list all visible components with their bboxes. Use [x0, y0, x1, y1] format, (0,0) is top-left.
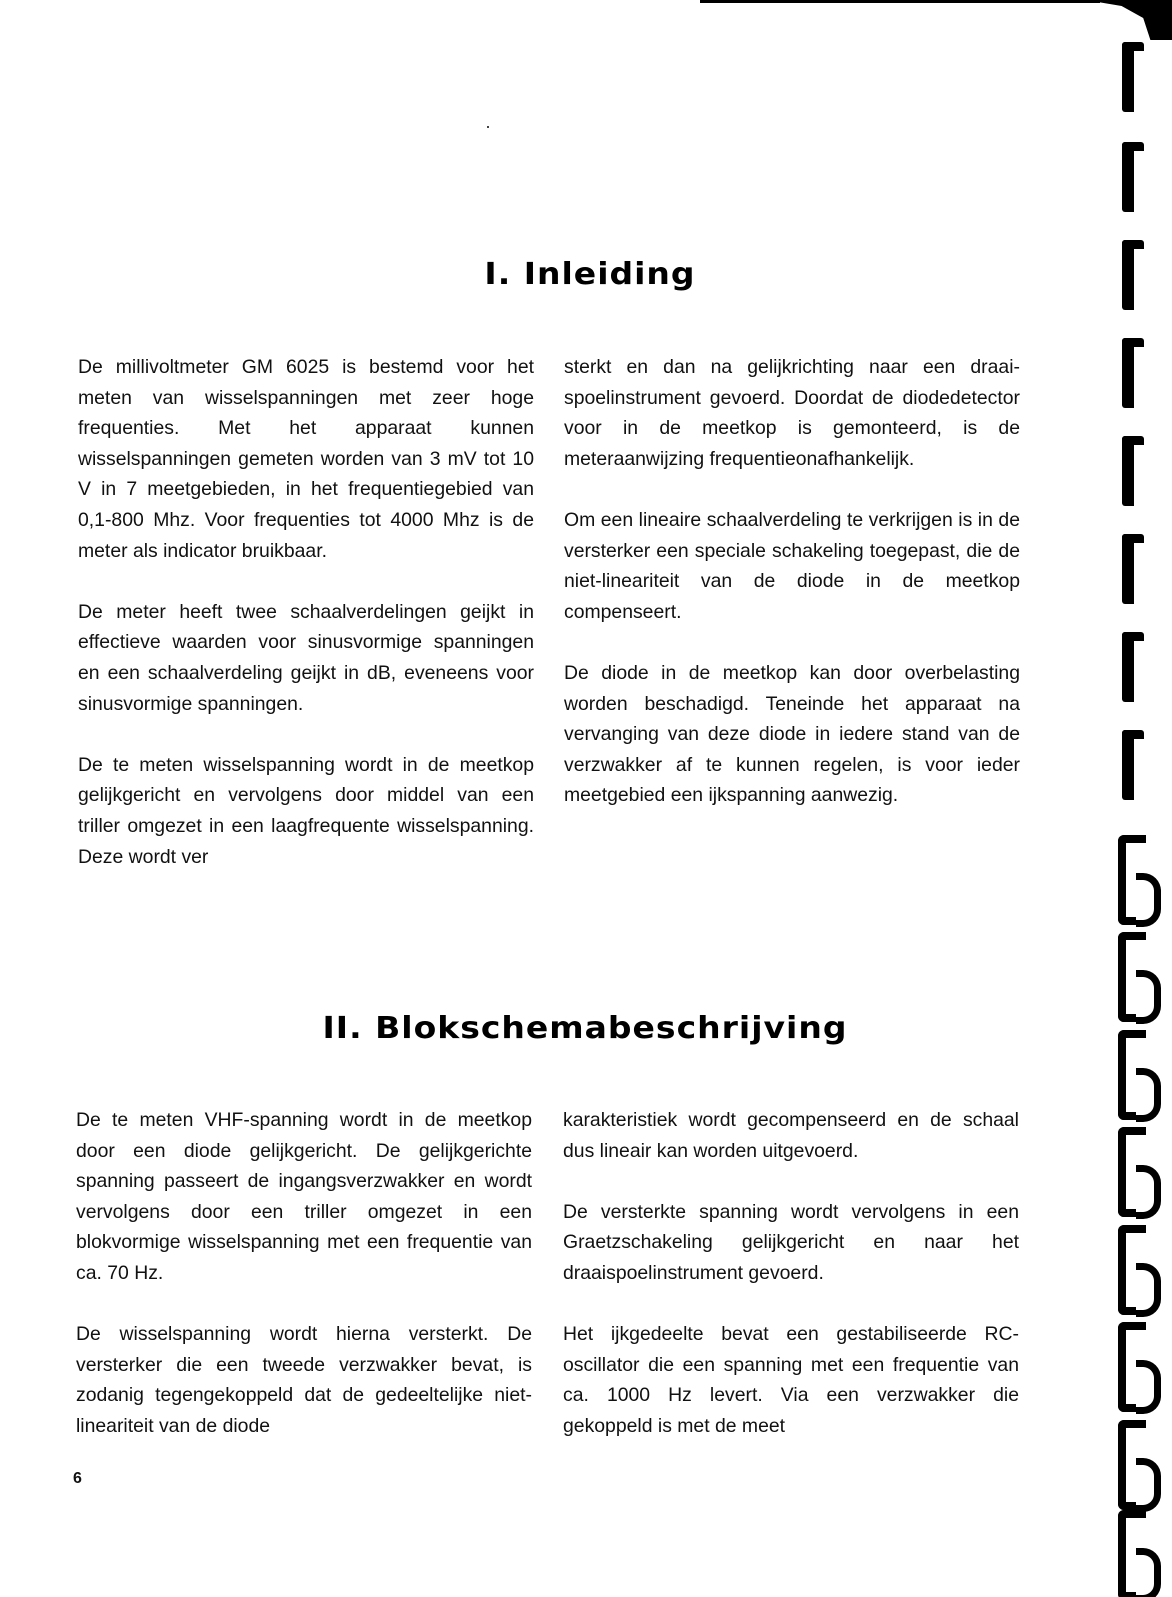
scan-speck [487, 126, 489, 128]
paragraph: sterkt en dan na gelijkrichting naar een draaispoelinstrument gevoerd. Doordat de diodedetector voor in de meetkop is gemonteerd, is de meteraanwijzing frequentieonafhankelijk. [564, 356, 1020, 470]
paragraph: De wisselspanning wordt hierna versterkt. De versterker die een tweede verzwakker bevat, is zodanig tegengekoppeld dat de gedeeltelijke niet-lineariteit van de diode [76, 1323, 532, 1437]
binding-ring-icon [1122, 42, 1134, 112]
binding-ring-icon [1122, 632, 1134, 702]
binding-ring-icon [1122, 436, 1134, 506]
binding-coil-icon [1118, 1225, 1146, 1315]
spiral-binding-edge [1122, 0, 1172, 1597]
paragraph: Om een lineaire schaalverdeling te verkrijgen is in de versterker een speciale schakeling toegepast, die de niet-lineariteit van de diode in de meetkop compenseert. [564, 508, 1020, 623]
paragraph: De te meten VHF-spanning wordt in de meetkop door een diode gelijkgericht. De gelijkgerichte spanning passeert de ingangsverzwakker en wordt vervolgens door een triller omgezet in een blokvormige wisselspanning met een frequentie van ca. 70 Hz. [76, 1109, 532, 1284]
binding-coil-icon [1118, 1420, 1146, 1510]
section-1-left-column [78, 352, 534, 872]
binding-coil-icon [1118, 1127, 1146, 1217]
binding-ring-icon [1122, 240, 1134, 310]
paragraph: De te meten wisselspanning wordt in de meetkop gelijkgericht en vervolgens door middel van een triller omgezet in een laagfrequente wisselspanning. Deze wordt ver [78, 753, 534, 868]
section-heading-inleiding: I. Inleiding [484, 255, 696, 292]
binding-ring-icon [1122, 338, 1134, 408]
binding-coil-icon [1118, 1030, 1146, 1120]
section-2-right-column [563, 1105, 1019, 1442]
binding-ring-icon [1122, 730, 1134, 800]
paragraph: Het ijkgedeelte bevat een gestabiliseerde RC-oscillator die een spanning met een frequentie van ca. 1000 Hz levert. Via een verzwakker die gekoppeld is met de meet [563, 1323, 1019, 1437]
scan-top-edge-rule [700, 0, 1100, 3]
binding-ring-icon [1122, 142, 1134, 212]
paragraph: De millivoltmeter GM 6025 is bestemd voor het meten van wisselspanningen met zeer hoge frequenties. Met het apparaat kunnen wisselspanningen gemeten worden van 3 mV tot 10 V in 7 meetgebieden, in het frequentiegebied van 0,1-800 Mhz. Voor frequenties tot 4000 Mhz is de meter als indicator bruikbaar. [78, 356, 534, 562]
section-heading-blokschemabeschrijving: II. Blokschemabeschrijving [322, 1009, 848, 1046]
binding-coil-icon [1118, 932, 1146, 1022]
page-number: 6 [73, 1470, 82, 1487]
paragraph: karakteristiek wordt gecompenseerd en de schaal dus lineair kan worden uitgevoerd. [563, 1109, 1019, 1162]
binding-coil-icon [1118, 835, 1146, 925]
binding-coil-icon [1118, 1322, 1146, 1412]
paragraph: De versterkte spanning wordt vervolgens in een Graetzschakeling gelijkgericht en naar het draaispoelinstrument gevoerd. [563, 1200, 1019, 1284]
section-2-left-column [76, 1105, 532, 1442]
section-1-right-column [564, 352, 1020, 811]
binding-coil-icon [1118, 1510, 1146, 1597]
paragraph: De meter heeft twee schaalverdelingen geijkt in effectieve waarden voor sinusvormige spanningen en een schaalverdeling geijkt in dB, eveneens voor sinusvormige spanningen. [78, 600, 534, 715]
paragraph: De diode in de meetkop kan door overbelasting worden beschadigd. Teneinde het apparaat na vervanging van deze diode in iedere stand van de verzwakker af te kunnen regelen, is voor ieder meetgebied een ijkspanning aanwezig. [564, 661, 1020, 807]
binding-ring-icon [1122, 534, 1134, 604]
